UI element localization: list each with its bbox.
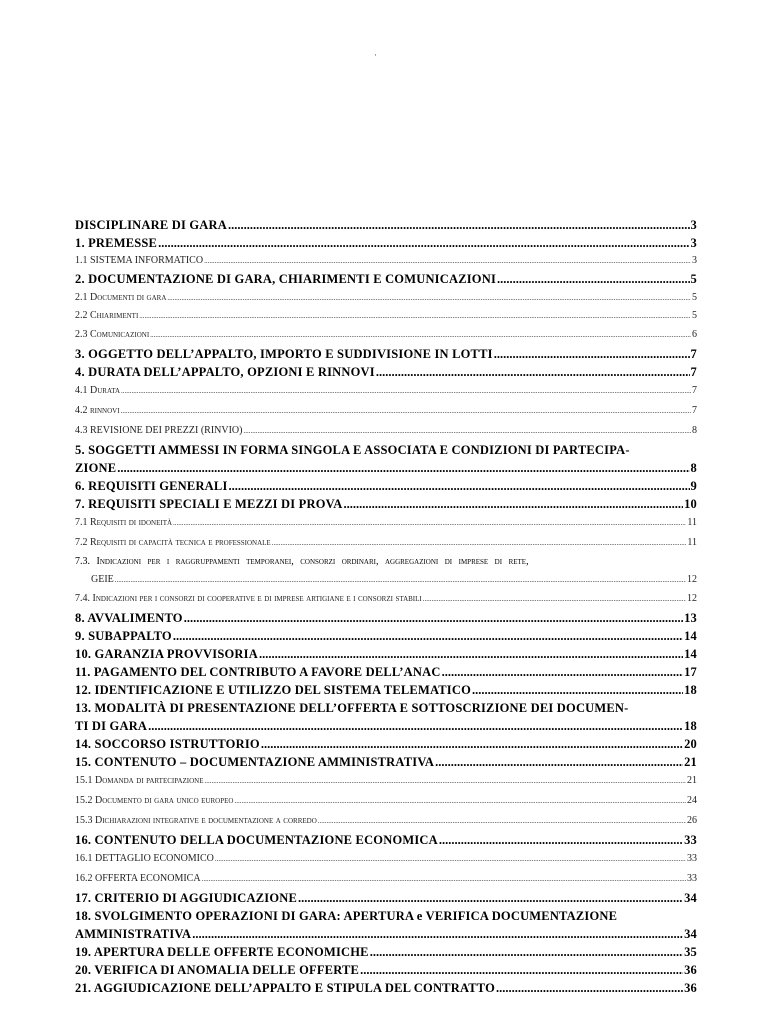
toc-entry-18-line2[interactable]: AMMINISTRATIVA ..... 34 <box>75 925 697 943</box>
toc-entry-15-1[interactable]: 15.1 Domanda di partecipazione ..... 21 <box>75 771 697 791</box>
toc-entry-5-line1[interactable]: 5. SOGGETTI AMMESSI IN FORMA SINGOLA E ASSOCIATA E CONDIZIONI DI PARTECIPA- <box>75 442 630 457</box>
toc-entry-2-3[interactable]: 2.3 Comunicazioni ..... 6 <box>75 325 697 345</box>
toc-entry-16-1[interactable]: 16.1 DETTAGLIO ECONOMICO ..... 33 <box>75 849 697 869</box>
toc-entry-18-line1[interactable]: 18. SVOLGIMENTO OPERAZIONI DI GARA: APERTURA e VERIFICA DOCUMENTAZIONE <box>75 908 618 923</box>
toc-entry-4[interactable]: 4. DURATA DELL’APPALTO, OPZIONI E RINNOVI ..... 7 <box>75 363 697 381</box>
toc-entry-5-line2[interactable]: ZIONE ..... 8 <box>75 459 697 477</box>
toc-entry-7[interactable]: 7. REQUISITI SPECIALI E MEZZI DI PROVA ..... 10 <box>75 495 697 513</box>
table-of-contents <box>75 216 697 997</box>
toc-entry-11[interactable]: 11. PAGAMENTO DEL CONTRIBUTO A FAVORE DELL’ANAC ..... 17 <box>75 663 697 681</box>
toc-entry-16[interactable]: 16. CONTENUTO DELLA DOCUMENTAZIONE ECONOMICA ..... 33 <box>75 831 697 849</box>
toc-entry-8[interactable]: 8. AVVALIMENTO ..... 13 <box>75 609 697 627</box>
toc-entry-15-3[interactable]: 15.3 Dichiarazioni integrative e documentazione a corredo ..... 26 <box>75 811 697 831</box>
toc-entry-6[interactable]: 6. REQUISITI GENERALI ..... 9 <box>75 477 697 495</box>
toc-entry-disciplinare[interactable]: DISCIPLINARE DI GARA ..... 3 <box>75 216 697 234</box>
toc-entry-7-3-line1[interactable]: 7.3. Indicazioni per i raggruppamenti temporanei, consorzi ordinari, aggregazioni di imprese di rete, <box>75 555 529 567</box>
toc-entry-4-3[interactable]: 4.3 REVISIONE DEI PREZZI (RINVIO) ..... 8 <box>75 421 697 441</box>
toc-entry-7-2[interactable]: 7.2 Requisiti di capacità tecnica e professionale ..... 11 <box>75 533 697 553</box>
toc-entry-13-line2[interactable]: TI DI GARA ..... 18 <box>75 717 697 735</box>
toc-entry-4-1[interactable]: 4.1 Durata ..... 7 <box>75 381 697 401</box>
toc-entry-10[interactable]: 10. GARANZIA PROVVISORIA ..... 14 <box>75 645 697 663</box>
toc-entry-15[interactable]: 15. CONTENUTO – DOCUMENTAZIONE AMMINISTRATIVA ..... 21 <box>75 753 697 771</box>
toc-entry-21[interactable]: 21. AGGIUDICAZIONE DELL’APPALTO E STIPULA DEL CONTRATTO ..... 36 <box>75 979 697 997</box>
toc-entry-2[interactable]: 2. DOCUMENTAZIONE DI GARA, CHIARIMENTI E COMUNICAZIONI ..... 5 <box>75 270 697 289</box>
toc-entry-2-2[interactable]: 2.2 Chiarimenti ..... 5 <box>75 307 697 325</box>
toc-entry-20[interactable]: 20. VERIFICA DI ANOMALIA DELLE OFFERTE ..... 36 <box>75 961 697 979</box>
toc-entry-9[interactable]: 9. SUBAPPALTO ..... 14 <box>75 627 697 645</box>
toc-entry-14[interactable]: 14. SOCCORSO ISTRUTTORIO ..... 20 <box>75 735 697 753</box>
toc-entry-7-4[interactable]: 7.4. Indicazioni per i consorzi di cooperative e di imprese artigiane e i consorzi stabili ..... 12 <box>75 589 697 609</box>
toc-entry-17[interactable]: 17. CRITERIO DI AGGIUDICAZIONE ..... 34 <box>75 889 697 907</box>
toc-entry-7-1[interactable]: 7.1 Requisiti di idoneità ..... 11 <box>75 513 697 533</box>
toc-entry-4-2[interactable]: 4.2 rinnovi ..... 7 <box>75 401 697 421</box>
toc-entry-2-1[interactable]: 2.1 Documenti di gara ..... 5 <box>75 289 697 307</box>
toc-entry-19[interactable]: 19. APERTURA DELLE OFFERTE ECONOMICHE ..... 35 <box>75 943 697 961</box>
toc-entry-1[interactable]: 1. PREMESSE ..... 3 <box>75 234 697 252</box>
toc-entry-12[interactable]: 12. IDENTIFICAZIONE E UTILIZZO DEL SISTEMA TELEMATICO ..... 18 <box>75 681 697 699</box>
toc-entry-15-2[interactable]: 15.2 Documento di gara unico europeo ..... 24 <box>75 791 697 811</box>
toc-entry-1-1[interactable]: 1.1 SISTEMA INFORMATICO ..... 3 <box>75 252 697 270</box>
toc-entry-16-2[interactable]: 16.2 OFFERTA ECONOMICA ..... 33 <box>75 869 697 889</box>
toc-entry-7-3-line2[interactable]: GEIE ..... 12 <box>75 571 697 589</box>
toc-entry-13-line1[interactable]: 13. MODALITÀ DI PRESENTAZIONE DELL’OFFERTA E SOTTOSCRIZIONE DEI DOCUMEN- <box>75 700 629 715</box>
header-mark: · <box>374 50 377 60</box>
toc-entry-3[interactable]: 3. OGGETTO DELL’APPALTO, IMPORTO E SUDDIVISIONE IN LOTTI ..... 7 <box>75 345 697 363</box>
